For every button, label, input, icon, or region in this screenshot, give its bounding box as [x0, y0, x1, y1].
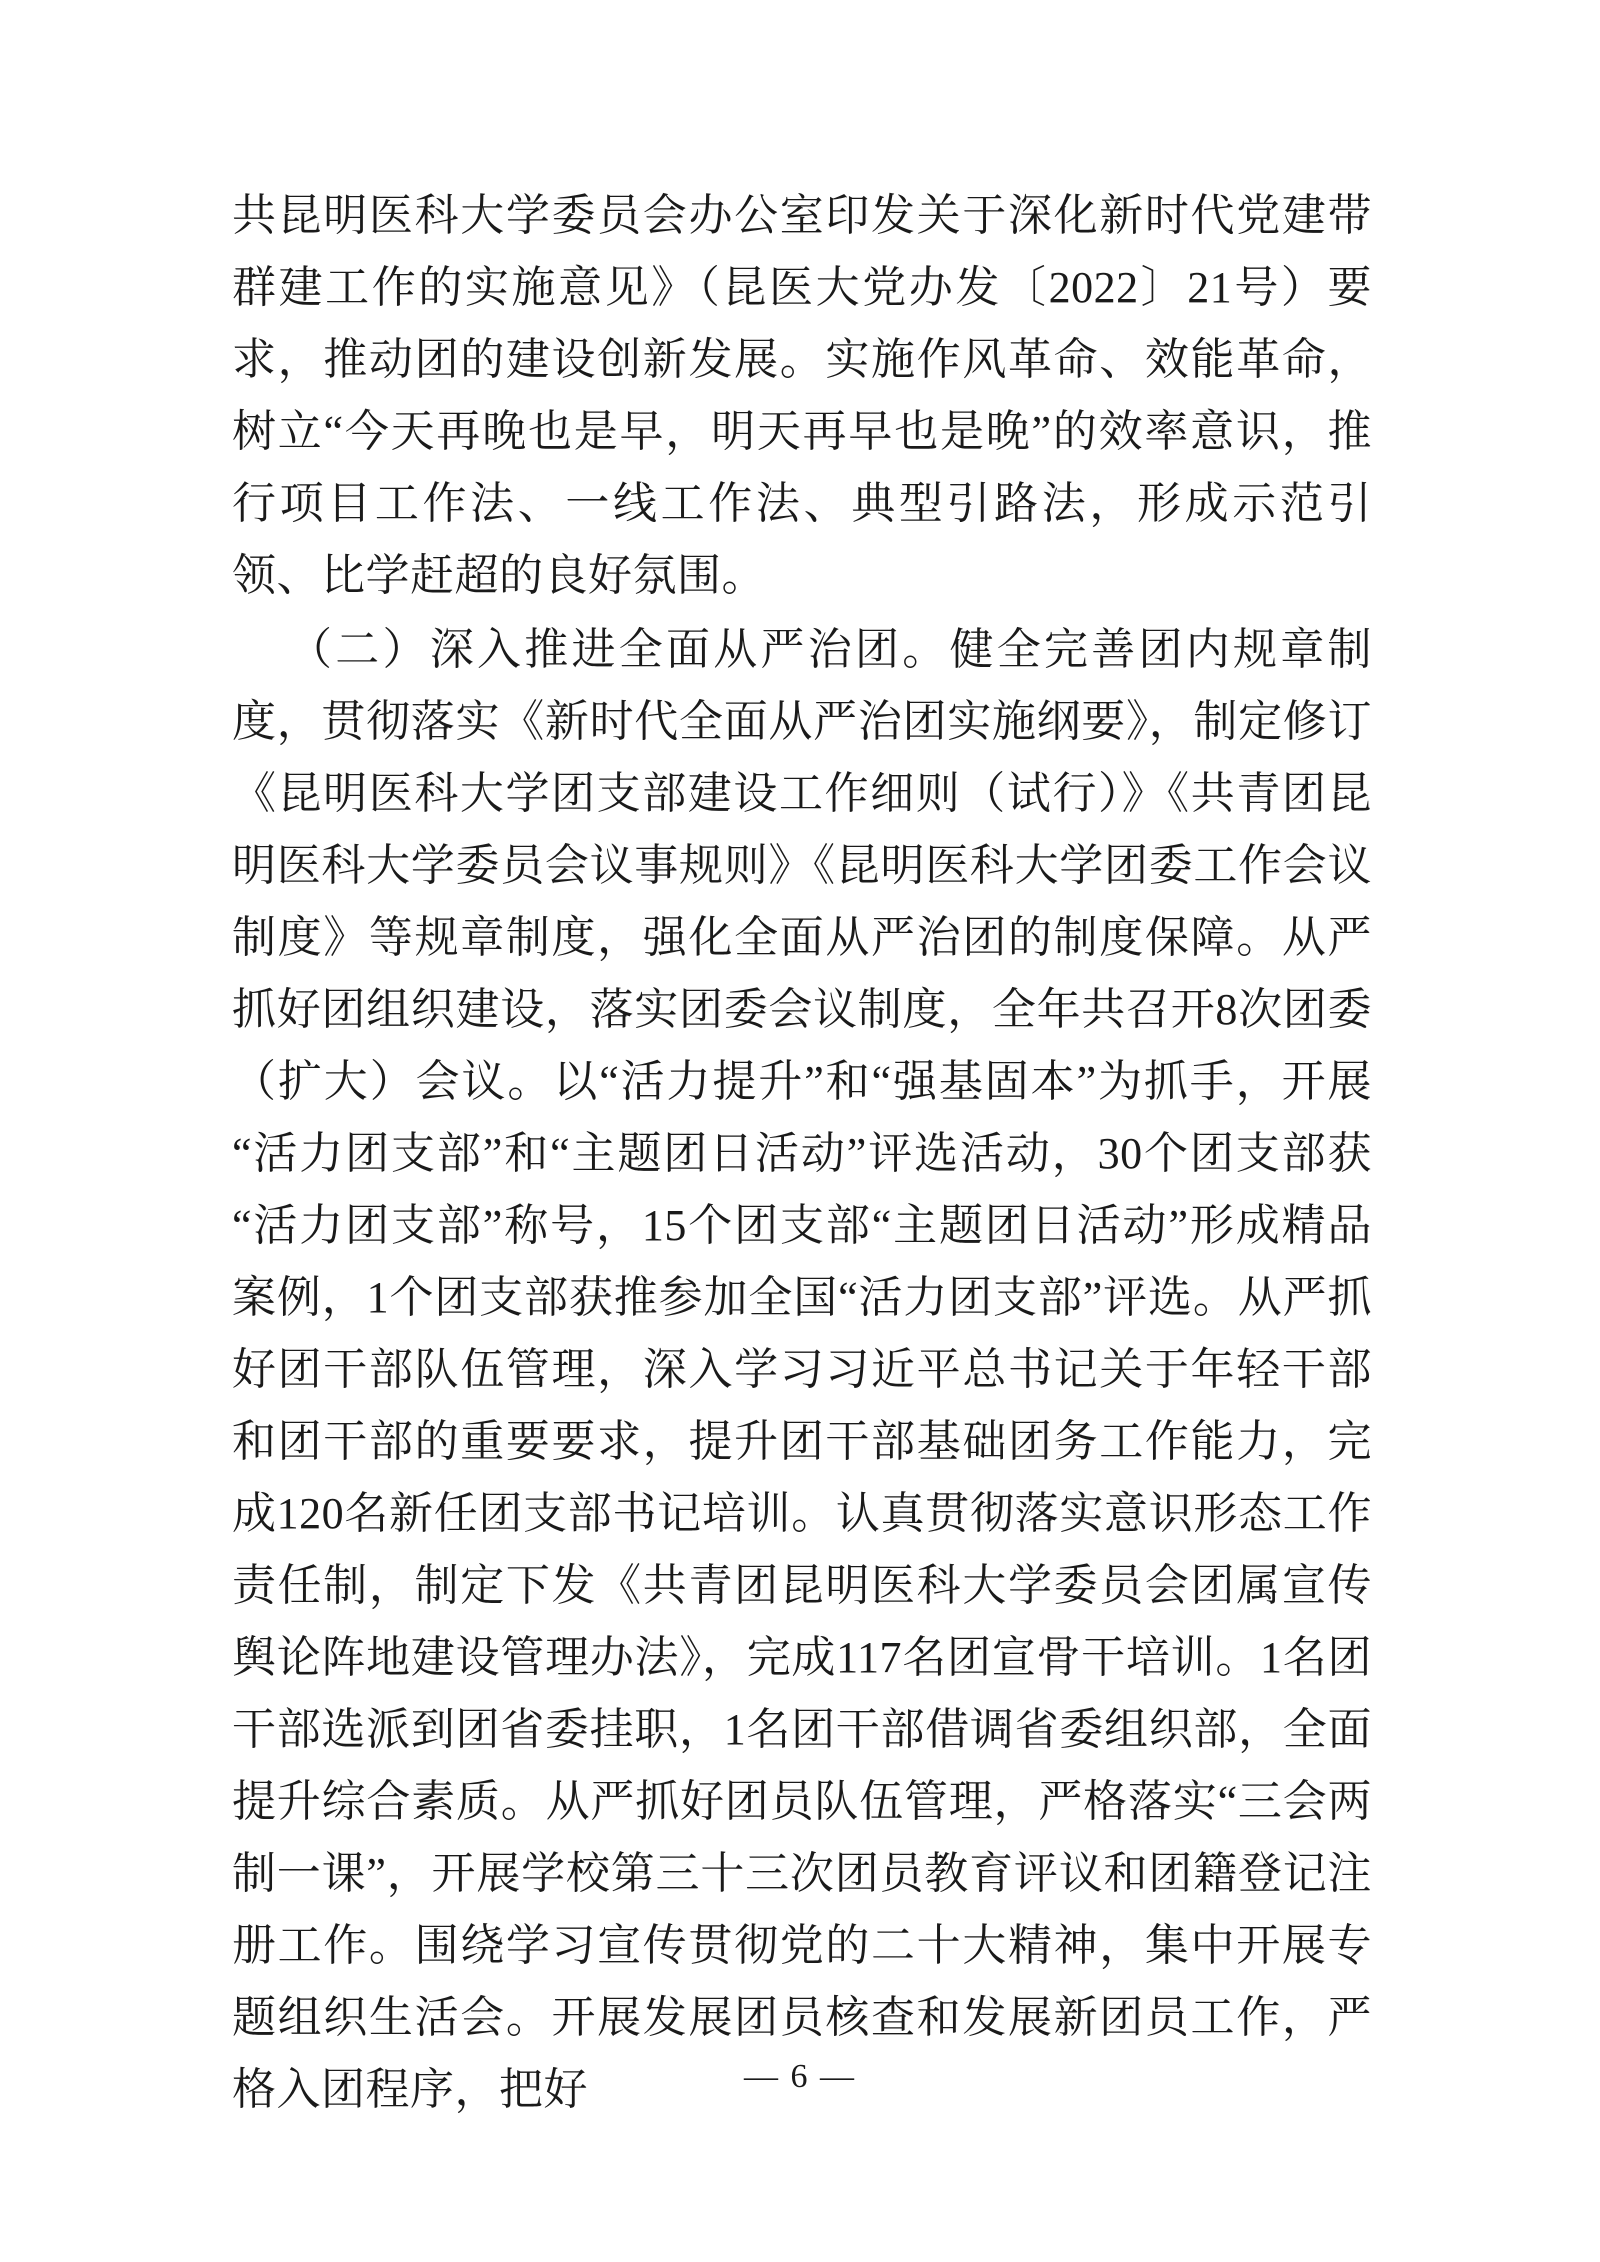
page-number: — 6 —: [744, 2058, 856, 2095]
paragraph-section-two: （二）深入推进全面从严治团。健全完善团内规章制度，贯彻落实《新时代全面从严治团实施纲要》，制定修订《昆明医科大学团支部建设工作细则（试行）》《共青团昆明医科大学委员会议事规则》《昆明医科大学团委工作会议制度》等规章制度，强化全面从严治团的制度保障。从严抓好团组织建设，落实团委会议制度，全年共召开8次团委（扩大）会议。以“活力提升”和“强基固本”为抓手，开展“活力团支部”和“主题团日活动”评选活动，30个团支部获“活力团支部”称号，15个团支部“主题团日活动”形成精品案例，1个团支部获推参加全国“活力团支部”评选。从严抓好团干部队伍管理，深入学习习近平总书记关于年轻干部和团干部的重要要求，提升团干部基础团务工作能力，完成120名新任团支部书记培训。认真贯彻落实意识形态工作责任制，制定下发《共青团昆明医科大学委员会团属宣传舆论阵地建设管理办法》，完成117名团宣骨干培训。1名团干部选派到团省委挂职，1名团干部借调省委组织部，全面提升综合素质。从严抓好团员队伍管理，严格落实“三会两制一课”，开展学校第三十三次团员教育评议和团籍登记注册工作。围绕学习宣传贯彻党的二十大精神，集中开展专题组织生活会。开展发展团员核查和发展新团员工作，严格入团程序，把好: [232, 625, 1372, 2114]
paragraph-continued: 共昆明医科大学委员会办公室印发关于深化新时代党建带群建工作的实施意见》（昆医大党办发〔2022〕21号）要求，推动团的建设创新发展。实施作风革命、效能革命，树立“今天再晚也是早，明天再早也是晚”的效率意识，推行项目工作法、一线工作法、典型引路法，形成示范引领、比学赶超的良好氛围。: [232, 191, 1372, 600]
page-body: [232, 180, 1372, 2126]
